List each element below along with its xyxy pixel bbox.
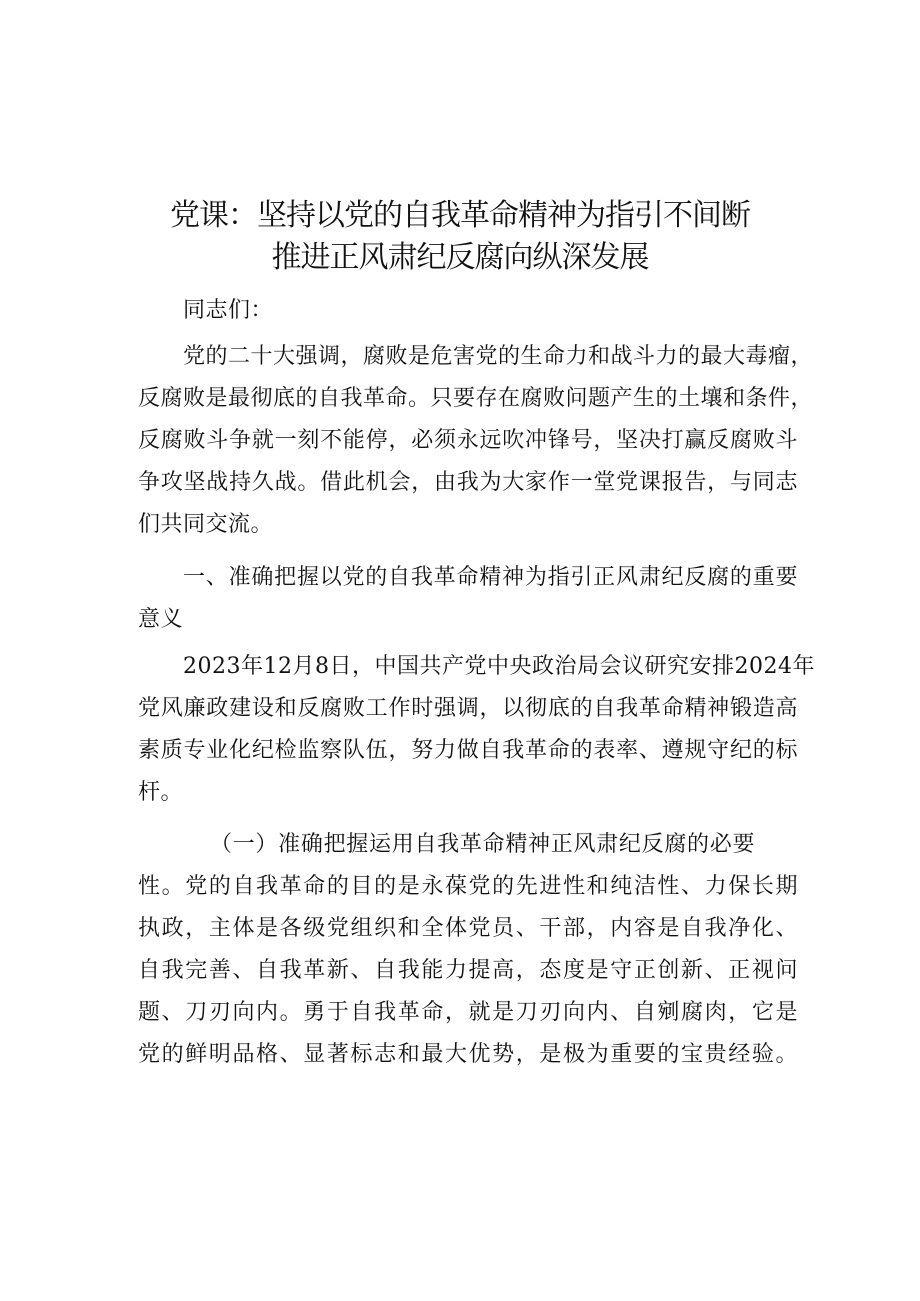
paragraph-1-line: 反腐败斗争就一刻不能停，必须永远吹冲锋号，坚决打赢反腐败斗 [138,428,798,453]
paragraph-3-line: 党的鲜明品格、显著标志和最大优势，是极为重要的宝贵经验。 [138,1042,798,1067]
section-heading-1-line: 意义 [138,607,184,632]
paragraph-2-line: 素质专业化纪检监察队伍，努力做自我革命的表率、遵规守纪的标 [138,738,798,763]
paragraph-2-line: 2023年12月8日，中国共产党中央政治局会议研究安排2024年 [183,654,815,679]
document-title-line-2: 推进正风肃纪反腐向纵深发展 [271,240,649,275]
paragraph-3-line: 执政，主体是各级党组织和全体党员、干部，内容是自我净化、 [138,916,798,941]
paragraph-3-line: （一）准确把握运用自我革命精神正风肃纪反腐的必要 [210,832,755,857]
paragraph-1-line: 们共同交流。 [138,512,274,537]
section-heading-1-line: 一、准确把握以党的自我革命精神为指引正风肃纪反腐的重要 [183,565,798,590]
paragraph-3-line: 题、刀刃向内。勇于自我革命，就是刀刃向内、自剜腐肉，它是 [138,1000,798,1025]
paragraph-2-line: 党风廉政建设和反腐败工作时强调，以彻底的自我革命精神锻造高 [138,696,798,721]
paragraph-3-line: 自我完善、自我革新、自我能力提高，态度是守正创新、正视问 [138,958,798,983]
paragraph-3-line: 性。党的自我革命的目的是永葆党的先进性和纯洁性、力保长期 [138,874,798,899]
paragraph-1-line: 反腐败是最彻底的自我革命。只要存在腐败问题产生的土壤和条件， [138,386,814,411]
paragraph-1-line: 党的二十大强调，腐败是危害党的生命力和战斗力的最大毒瘤， [183,344,814,369]
paragraph-2-line: 杆。 [138,780,184,805]
paragraph-1-line: 争攻坚战持久战。借此机会，由我为大家作一堂党课报告，与同志 [138,470,798,495]
document-title-line-1: 党课：坚持以党的自我革命精神为指引不间断 [170,198,750,233]
salutation: 同志们： [183,298,274,323]
